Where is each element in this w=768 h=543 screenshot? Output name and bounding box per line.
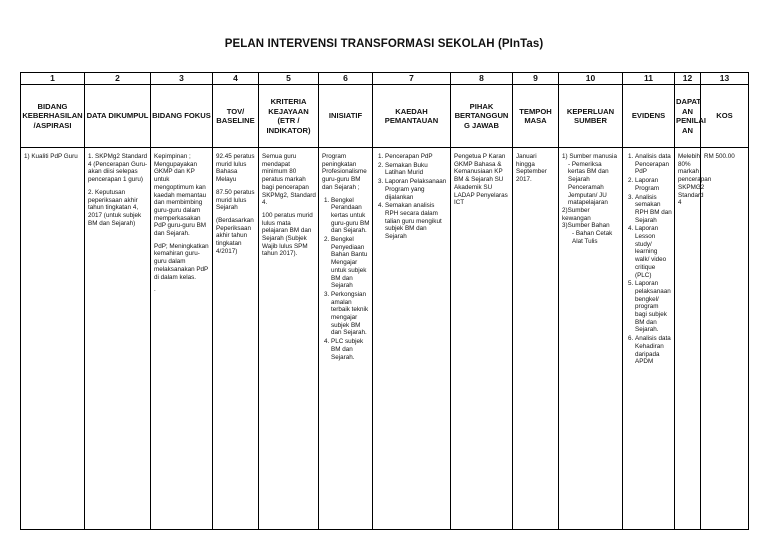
list-item: 1. Pencerapan PdP: [385, 153, 448, 161]
col-number: 12: [675, 73, 701, 85]
duration-text: Januari hingga September 2017.: [516, 153, 547, 184]
header-keperluan-sumber: KEPERLUAN SUMBER: [559, 85, 623, 148]
criteria-item: Semua guru mendapat minimum 80 peratus markah bagi pencerapan SKPMg2, Standard 4.: [262, 153, 316, 207]
initiative-intro: Program peningkatan Profesionalisme guru-guru BM dan Sejarah ;: [322, 153, 367, 191]
cell-tempoh-masa: [513, 148, 559, 530]
column-number-row: [21, 73, 749, 85]
list-item: 2. Laporan Program: [635, 177, 672, 192]
col-number: 9: [513, 73, 559, 85]
cost-text: RM 500.00: [704, 153, 735, 160]
header-kos: KOS: [701, 85, 749, 148]
list-item: 6. Analisis data Kehadiran daripada APDM: [635, 335, 672, 366]
list-item: 3. Analisis semakan RPH BM dan Sejarah: [635, 194, 672, 225]
evaluation-text: Melebihi 80% markah pencerapan SKPMG2 Standard 4: [678, 153, 712, 207]
table-row: [21, 148, 749, 530]
cell-bidang-keberhasilan: [21, 148, 85, 530]
col-number: 7: [373, 73, 451, 85]
header-tempoh-masa: TEMPOH MASA: [513, 85, 559, 148]
header-dapatan-penilaian: DAPAT AN PENILAI AN: [675, 85, 701, 148]
col-number: 8: [451, 73, 513, 85]
col-number: 13: [701, 73, 749, 85]
header-data-dikumpul: DATA DIKUMPUL: [85, 85, 151, 148]
baseline-item: 87.50 peratus murid lulus Sejarah: [216, 188, 255, 212]
focus-item: PdP; Meningkatkan kemahiran guru-guru dalam melaksanakan PdP di dalam kelas.: [154, 242, 209, 281]
header-kaedah-pemantauan: KAEDAH PEMANTAUAN: [373, 85, 451, 148]
cell-bidang-fokus: [151, 148, 213, 530]
column-header-row: [21, 85, 749, 148]
resource-subitem: - Pemeriksa kertas BM dan Sejarah: [568, 160, 609, 184]
header-evidens: EVIDENS: [623, 85, 675, 148]
cell-evidens: [623, 148, 675, 530]
col-number: 4: [213, 73, 259, 85]
resource-subitem: - Bahan Cetak Alat Tulis: [572, 230, 613, 245]
header-kriteria-kejayaan: KRITERIA KEJAYAAN (ETR / INDIKATOR): [259, 85, 319, 148]
cell-keperluan-sumber: [559, 148, 623, 530]
cell-dapatan-penilaian: [675, 148, 712, 530]
list-item: 2. Semakan Buku Latihan Murid: [385, 162, 448, 177]
col-number: 5: [259, 73, 319, 85]
focus-item: .: [154, 286, 156, 294]
list-item: 4. Laporan Lesson study/ learning walk/ video critique (PLC): [635, 225, 672, 279]
resource-item: 2)Sumber kewangan: [562, 206, 591, 222]
header-pihak-bertanggungjawab: PIHAK BERTANGGUN G JAWAB: [451, 85, 513, 148]
cell-kos: [701, 148, 749, 530]
aspiration-text: 1) Kualiti PdP Guru: [24, 153, 78, 160]
list-item: 1. Analisis data Pencerapan PdP: [635, 153, 672, 176]
intervention-plan-table: [20, 72, 749, 530]
baseline-item: (Berdasarkan Peperiksaan akhir tahun tingkatan 4/2017): [216, 216, 254, 255]
col-number: 6: [319, 73, 373, 85]
data-item: 2. Keputusan peperiksaan akhir tahun tingkatan 4, 2017 (untuk subjek BM dan Sejarah): [88, 188, 142, 227]
cell-kriteria-kejayaan: [259, 148, 319, 530]
list-item: 5. Laporan pelaksanaan bengkel/ program bagi subjek BM dan Sejarah.: [635, 280, 672, 334]
criteria-item: 100 peratus murid lulus mata pelajaran BM dan Sejarah (Subjek Wajib lulus SPM tahun 2017).: [262, 211, 313, 258]
cell-tov-baseline: [213, 148, 259, 530]
cell-kaedah-pemantauan: [373, 148, 451, 530]
header-bidang-keberhasilan: BIDANG KEBERHASILAN /ASPIRASI: [21, 85, 85, 148]
header-tov-baseline: TOV/ BASELINE: [213, 85, 259, 148]
cell-pihak-bertanggungjawab: [451, 148, 513, 530]
header-inisiatif: INISIATIF: [319, 85, 373, 148]
responsible-parties: Pengetua P Karan GKMP Bahasa & Kemanusiaan KP BM & Sejarah SU Akademik SU LADAP Penyelaras ICT: [454, 153, 508, 207]
cell-data-dikumpul: [85, 148, 151, 530]
resource-item: 3)Sumber Bahan: [562, 222, 610, 230]
col-number: 11: [623, 73, 675, 85]
baseline-item: 92.45 peratus murid lulus Bahasa Melayu: [216, 153, 255, 184]
resource-item: 1) Sumber manusia: [562, 153, 617, 160]
col-number: 1: [21, 73, 85, 85]
col-number: 10: [559, 73, 623, 85]
col-number: 3: [151, 73, 213, 85]
focus-item: Kepimpinan ; Mengupayakan GKMP dan KP untuk mengoptimum kan kaedah memantau dan membimbing guru-guru dalam memperkasakan PdP guru-guru BM dan Sejarah.: [154, 153, 207, 238]
list-item: 3. Perkongsian amalan terbaik teknik mengajar subjek BM dan Sejarah.: [331, 291, 370, 337]
list-item: 1. Bengkel Perandaan kertas untuk guru-guru BM dan Sejarah.: [331, 197, 370, 236]
col-number: 2: [85, 73, 151, 85]
cell-inisiatif: [319, 148, 373, 530]
data-item: 1. SKPMg2 Standard 4 (Pencerapan Guru-akan diisi selepas pencerapan 1 guru): [88, 153, 148, 184]
list-item: 4. Semakan analisis RPH secara dalam talian guru mengikut subjek BM dan Sejarah: [385, 202, 448, 241]
resource-subitem: Penceramah Jemputan/ JU: [568, 183, 607, 199]
page-title: PELAN INTERVENSI TRANSFORMASI SEKOLAH (PInTas): [224, 38, 544, 50]
header-bidang-fokus: BIDANG FOKUS: [151, 85, 213, 148]
list-item: 4. PLC subjek BM dan Sejarah.: [331, 338, 370, 361]
list-item: 2. Bengkel Penyediaan Bahan Bantu Mengajar untuk subjek BM dan Sejarah: [331, 236, 370, 290]
list-item: 3. Laporan Pelaksanaan Program yang dijalankan: [385, 178, 448, 201]
resource-subitem: matapelajaran: [568, 199, 608, 207]
